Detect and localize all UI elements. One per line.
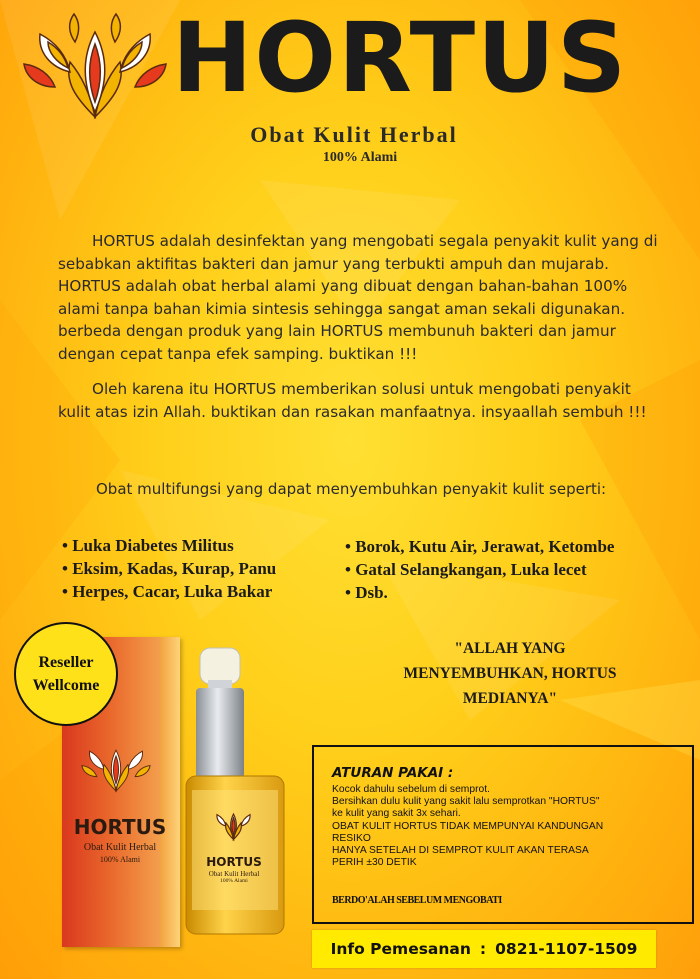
brand-title: HORTUS	[172, 2, 629, 114]
reseller-badge-line-1: Reseller	[38, 654, 94, 671]
box-subtitle: Obat Kulit Herbal	[83, 842, 157, 853]
conditions-intro: Obat multifungsi yang dapat menyembuhkan penyakit kulit seperti:	[96, 480, 607, 498]
usage-rule-line: OBAT KULIT HORTUS TIDAK MEMPUNYAI KANDUNGAN	[332, 820, 604, 832]
usage-rule-line: ke kulit yang sakit 3x sehari.	[332, 808, 461, 820]
description-paragraph-1: HORTUS adalah desinfektan yang mengobati segala penyakit kulit yang di sebabkan aktifitas bakteri dan jamur yang terbukti ampuh dan mujarab. HORTUS adalah obat herbal alami yang dibuat dengan bahan-bahan 100% alami tanpa bahan kimia sintesis sehingga sangat aman sekali digunakan. berbeda dengan produk yang lain HORTUS membunuh bakteri dan jamur dengan cepat tanpa efek samping. buktikan !!!	[58, 232, 658, 363]
usage-rule-line: PERIH ±30 DETIK	[332, 857, 417, 869]
bottle-subtitle: Obat Kulit Herbal	[208, 870, 260, 878]
condition-item: • Eksim, Kadas, Kurap, Panu	[62, 559, 277, 578]
bottle-brand: HORTUS	[206, 855, 262, 869]
order-info-label: Info Pemesanan	[330, 940, 471, 958]
order-phone-number[interactable]: 0821-1107-1509	[495, 940, 638, 958]
bottle-tagline: 100% Alami	[220, 878, 248, 884]
box-side-stripe	[160, 637, 180, 947]
quote-text: "ALLAH YANG MENYEMBUHKAN, HORTUS MEDIANYA"	[403, 640, 617, 707]
condition-item: • Borok, Kutu Air, Jerawat, Ketombe	[345, 537, 615, 556]
condition-item: • Luka Diabetes Militus	[62, 536, 234, 555]
condition-item: • Dsb.	[345, 583, 388, 602]
usage-rules-title: ATURAN PAKAI :	[332, 765, 454, 781]
reseller-badge-line-2: Wellcome	[32, 677, 100, 694]
spray-bottle	[178, 640, 288, 940]
usage-rule-line: RESIKO	[332, 832, 371, 844]
box-brand: HORTUS	[73, 815, 167, 839]
order-info-banner	[312, 930, 656, 968]
box-tagline: 100% Alami	[99, 855, 141, 864]
conditions-list-left	[62, 534, 276, 603]
condition-item: • Gatal Selangkangan, Luka lecet	[345, 560, 587, 579]
reseller-badge	[14, 622, 118, 726]
usage-rule-line: Kocok dahulu sebelum di semprot.	[332, 784, 490, 795]
box-flower-logo-icon	[80, 737, 152, 797]
condition-item: • Herpes, Cacar, Luka Bakar	[62, 582, 273, 601]
hortus-flower-logo-icon	[20, 12, 170, 122]
conditions-list-right	[345, 535, 614, 604]
usage-rules-box	[312, 745, 694, 924]
brand-tagline: 100% Alami	[322, 150, 398, 165]
usage-rules-closing: BERDO'ALAH SEBELUM MENGOBATI	[332, 895, 502, 907]
usage-rule-line: Bersihkan dulu kulit yang sakit lalu semprotkan "HORTUS"	[332, 796, 600, 808]
order-info-separator: :	[479, 940, 487, 958]
brand-subtitle: Obat Kulit Herbal	[250, 122, 458, 147]
usage-rule-line: HANYA SETELAH DI SEMPROT KULIT AKAN TERASA	[332, 845, 589, 857]
description-paragraph-2: Oleh karena itu HORTUS memberikan solusi untuk mengobati penyakit kulit atas izin Allah. buktikan dan rasakan manfaatnya. insyaallah sembuh !!!	[58, 380, 647, 421]
